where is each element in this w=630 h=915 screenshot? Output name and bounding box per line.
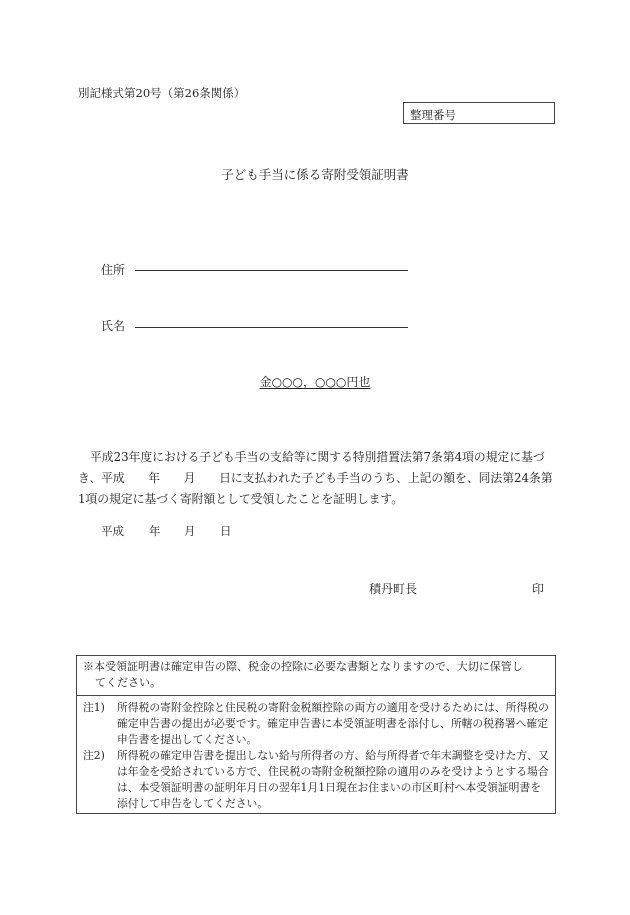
note-1-tag: 注1) [83,701,105,714]
notice-main-line2: てください。 [95,676,161,689]
note-1 [83,700,549,748]
note-2-tag: 注2) [83,749,105,762]
form-number: 別記様式第20号（第26条関係） [78,86,246,100]
note-1-text: 所得税の寄附金控除と住民税の寄附金税額控除の両方の適用を受けるためには、所得税の確定申告書の提出が必要です。確定申告書に本受領証明書を添付し、所轄の税務署へ確定申告書を提出してください。 [117,701,549,746]
address-line [135,270,408,271]
notice-box [76,655,556,814]
amount [0,373,630,390]
issuer-name: 積丹町長 [369,582,418,596]
amount-text: 金○○○，○○○円也 [259,375,371,389]
reference-number-box [403,102,555,124]
date-month: 月 [184,524,196,538]
address-label: 住所 [101,263,126,277]
name-line [135,327,408,328]
note-2 [83,748,549,812]
reference-number-label: 整理番号 [410,108,456,122]
certification-text: 平成23年度における子ども手当の支給等に関する特別措置法第7条第4項の規定に基づき、平成 年 月 日に支払われた子ども手当のうち、上記の額を、同法第24条第1項の規定に基づく寄附額として受領したことを証明します。 [78,450,553,506]
name-label: 氏名 [101,319,126,333]
date-era: 平成 [101,524,124,538]
notice-main-line1: ※本受領証明書は確定申告の際、税金の控除に必要な書類となりますので、大切に保管し [83,660,523,673]
seal-mark: 印 [532,582,545,596]
note-2-text: 所得税の確定申告書を提出しない給与所得者の方、給与所得者で年末調整を受けた方、又は年金を受給されている方で、住民税の寄附金税額控除の適用のみを受けようとする場合は、本受領証明書の証明年月日の翌年1月1日現在お住まいの市区町村へ本受領証明書を添付して申告をしてください。 [117,749,549,810]
date-day: 日 [220,524,232,538]
date-year: 年 [149,524,161,538]
document-title: 子ども手当に係る寄附受領証明書 [221,167,409,182]
notice-main [77,656,555,696]
